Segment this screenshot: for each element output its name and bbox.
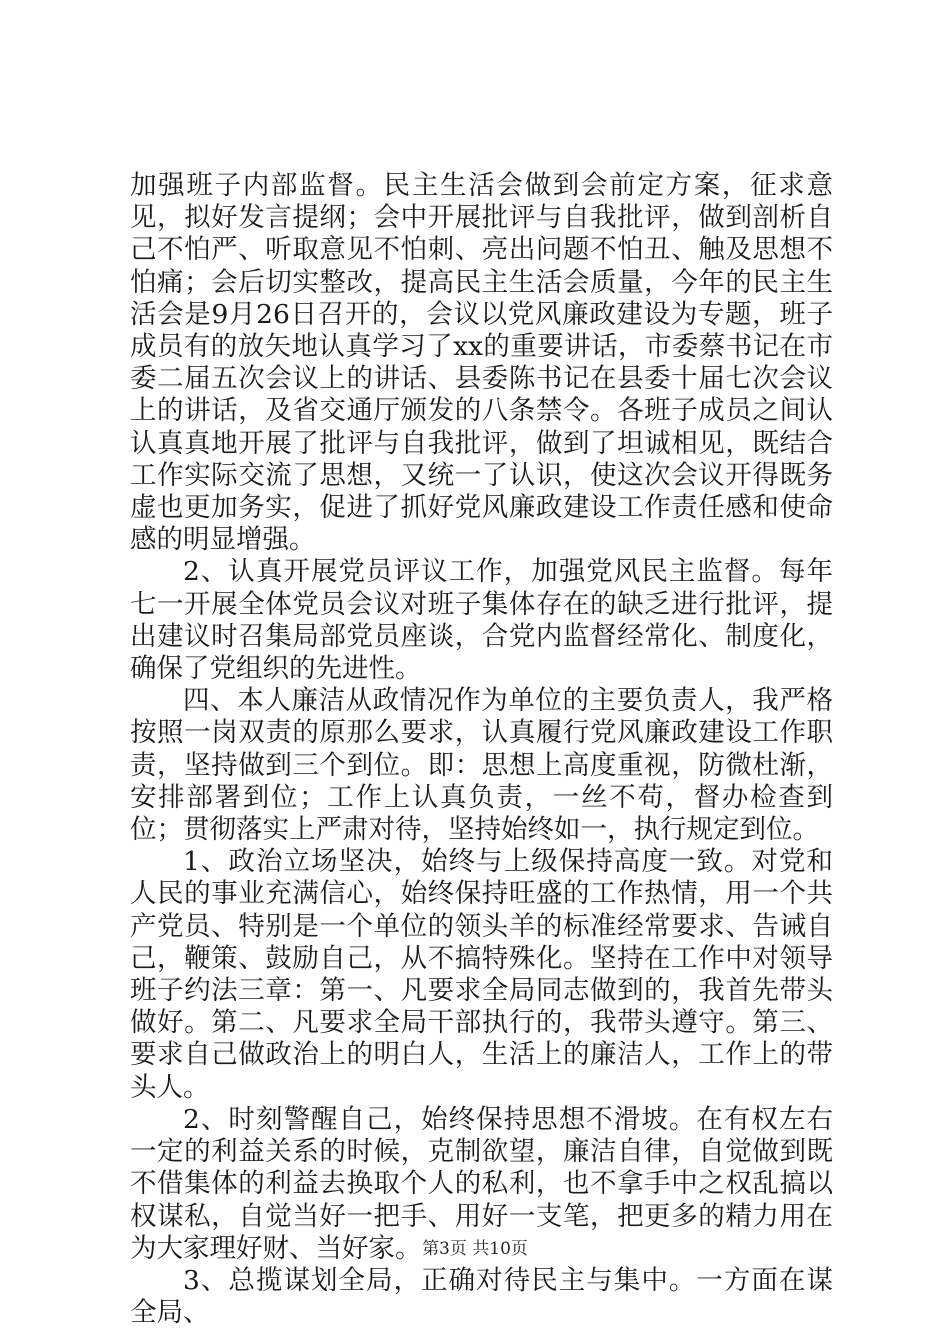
paragraph-6: 3、总揽谋划全局，正确对待民主与集中。一方面在谋全局、 [130, 1264, 833, 1329]
paragraph-1: 加强班子内部监督。民主生活会做到会前定方案，征求意见，拟好发言提纲；会中开展批评与自我批评，做到剖析自己不怕严、听取意见不怕刺、亮出问题不怕丑、触及思想不怕痛；会后切实整改，提高民主生活会质量，今年的民主生活会是9月26日召开的，会议以党风廉政建设为专题，班子成员有的放矢地认真学习了xx的重要讲话，市委蔡书记在市委二届五次会议上的讲话、县委陈书记在县委十届七次会议上的讲话，及省交通厅颁发的八条禁令。各班子成员之间认认真真地开展了批评与自我批评，做到了坦诚相见，既结合工作实际交流了思想，又统一了认识，使这次会议开得既务虚也更加务实，促进了抓好党风廉政建设工作责任感和使命感的明显增强。 [130, 170, 833, 556]
document-body [130, 170, 833, 1329]
paragraph-2: 2、认真开展党员评议工作，加强党风民主监督。每年七一开展全体党员会议对班子集体存在的缺乏进行批评，提出建议时召集局部党员座谈，合党内监督经常化、制度化，确保了党组织的先进性。 [130, 556, 833, 685]
paragraph-3: 四、本人廉洁从政情况作为单位的主要负责人，我严格按照一岗双责的原那么要求，认真履行党风廉政建设工作职责，坚持做到三个到位。即：思想上高度重视，防微杜渐，安排部署到位；工作上认真负责，一丝不苟，督办检查到位；贯彻落实上严肃对待，坚持始终如一，执行规定到位。 [130, 685, 833, 846]
paragraph-5: 2、时刻警醒自己，始终保持思想不滑坡。在有权左右一定的利益关系的时候，克制欲望，廉洁自律，自觉做到既不借集体的利益去换取个人的私利，也不拿手中之权乱搞以权谋私，自觉当好一把手、用好一支笔，把更多的精力用在为大家理好财、当好家。 [130, 1103, 833, 1264]
page-footer: 第3页 共10页 [422, 1239, 528, 1259]
paragraph-4: 1、政治立场坚决，始终与上级保持高度一致。对党和人民的事业充满信心，始终保持旺盛的工作热情，用一个共产党员、特别是一个单位的领头羊的标准经常要求、告诫自己，鞭策、鼓励自己，从不搞特殊化。坚持在工作中对领导班子约法三章：第一、凡要求全局同志做到的，我首先带头做好。第二、凡要求全局干部执行的，我带头遵守。第三、要求自己做政治上的明白人，生活上的廉洁人，工作上的带头人。 [130, 846, 833, 1103]
